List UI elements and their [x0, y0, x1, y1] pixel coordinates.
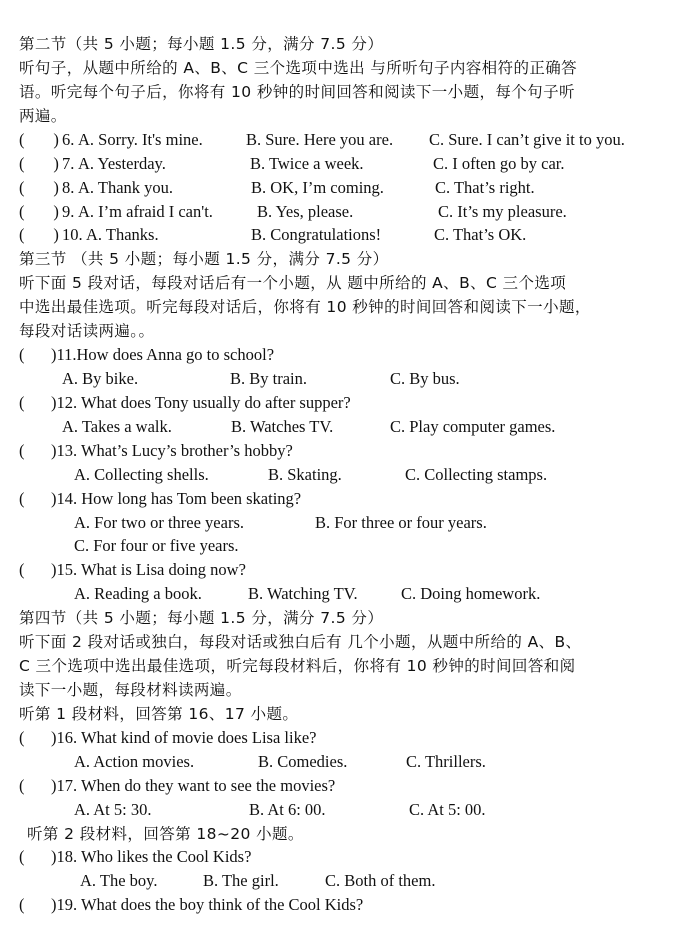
option-a: A. Thank you.	[78, 178, 174, 197]
option-b: B. Watching TV.	[248, 584, 358, 603]
answer-blank[interactable]: (	[19, 895, 25, 914]
option-a: A. Collecting shells.	[74, 465, 209, 484]
section-3-instruction-line-3: 每段对话读两遍。。	[19, 322, 155, 340]
section-4-instruction-line-2: C 三个选项中选出最佳选项，听完每段材料后，你将有 10 秒钟的时间回答和阅	[19, 657, 576, 675]
question-text: )15. What is Lisa doing now?	[51, 560, 246, 579]
section-4-header: 第四节（共 5 小题；每小题 1.5 分，满分 7.5 分）	[19, 609, 384, 627]
section-4-instruction-line-1: 听下面 2 段对话或独白，每段对话或独白后有 几个小题，从题中所给的 A、B、	[19, 633, 582, 651]
answer-blank[interactable]: (	[19, 847, 25, 866]
section-2-instruction-line-3: 两遍。	[19, 107, 67, 125]
question-text: )19. What does the boy think of the Cool Kids?	[51, 895, 364, 914]
option-a: A. I’m afraid I can't.	[78, 202, 213, 221]
question-text: )17. When do they want to see the movies?	[51, 776, 336, 795]
option-b: B. Twice a week.	[250, 154, 364, 173]
section-3-instruction-line-1: 听下面 5 段对话，每段对话后有一个小题，从 题中所给的 A、B、C 三个选项	[19, 274, 567, 292]
part-2-heading: 听第 2 段材料，回答第 18~20 小题。	[27, 825, 304, 843]
option-c: C. Both of them.	[325, 871, 436, 890]
answer-blank[interactable]: (	[19, 560, 25, 579]
answer-blank[interactable]: ( )	[19, 130, 59, 149]
option-c: C. I often go by car.	[433, 154, 565, 173]
question-text: )16. What kind of movie does Lisa like?	[51, 728, 317, 747]
option-b: B. Congratulations!	[251, 225, 382, 244]
answer-blank[interactable]: ( )	[19, 225, 59, 244]
answer-blank[interactable]: ( )	[19, 202, 59, 221]
section-2-header: 第二节（共 5 小题；每小题 1.5 分，满分 7.5 分）	[19, 35, 384, 53]
answer-blank[interactable]: (	[19, 489, 25, 508]
option-c: C. At 5: 00.	[409, 800, 486, 819]
option-c: C. Play computer games.	[390, 417, 556, 436]
option-a: A. At 5: 30.	[74, 800, 152, 819]
option-c: C. That’s OK.	[434, 225, 527, 244]
option-c: C. Collecting stamps.	[405, 465, 548, 484]
question-number: 7.	[62, 154, 75, 173]
answer-blank[interactable]: (	[19, 393, 25, 412]
option-a: A. For two or three years.	[74, 513, 244, 532]
question-text: )14. How long has Tom been skating?	[51, 489, 302, 508]
option-a: A. The boy.	[80, 871, 158, 890]
option-a: A. Action movies.	[74, 752, 195, 771]
option-c: C. Thrillers.	[406, 752, 486, 771]
option-b: B. By train.	[230, 369, 307, 388]
option-b: B. The girl.	[203, 871, 279, 890]
option-b: B. Yes, please.	[257, 202, 354, 221]
question-text: )12. What does Tony usually do after supper?	[51, 393, 351, 412]
option-a: A. Thanks.	[86, 225, 159, 244]
question-text: )11.How does Anna go to school?	[51, 345, 275, 364]
question-number: 9.	[62, 202, 75, 221]
option-b: B. OK, I’m coming.	[251, 178, 384, 197]
option-c: C. Sure. I can’t give it to you.	[429, 130, 625, 149]
section-2-instruction-line-2: 语。听完每个句子后，你将有 10 秒钟的时间回答和阅读下一小题，每个句子听	[19, 83, 575, 101]
option-b: B. Sure. Here you are.	[246, 130, 394, 149]
option-b: B. For three or four years.	[315, 513, 487, 532]
option-b: B. At 6: 00.	[249, 800, 326, 819]
question-number: 8.	[62, 178, 75, 197]
question-text: )18. Who likes the Cool Kids?	[51, 847, 252, 866]
option-b: B. Comedies.	[258, 752, 348, 771]
answer-blank[interactable]: (	[19, 345, 25, 364]
option-c: C. By bus.	[390, 369, 460, 388]
option-a: A. Yesterday.	[78, 154, 166, 173]
section-2-instruction-line-1: 听句子，从题中所给的 A、B、C 三个选项中选出 与所听句子内容相符的正确答	[19, 59, 578, 77]
option-a: A. By bike.	[62, 369, 139, 388]
option-c: C. It’s my pleasure.	[438, 202, 567, 221]
option-a: A. Reading a book.	[74, 584, 202, 603]
section-3-header: 第三节 （共 5 小题；每小题 1.5 分，满分 7.5 分）	[19, 250, 389, 268]
question-text: )13. What’s Lucy’s brother’s hobby?	[51, 441, 293, 460]
answer-blank[interactable]: (	[19, 776, 25, 795]
question-number: 6.	[62, 130, 75, 149]
answer-blank[interactable]: (	[19, 728, 25, 747]
option-c: C. That’s right.	[435, 178, 535, 197]
option-b: B. Skating.	[268, 465, 342, 484]
option-a: A. Takes a walk.	[62, 417, 172, 436]
option-c: C. For four or five years.	[74, 536, 239, 555]
answer-blank[interactable]: ( )	[19, 178, 59, 197]
question-number: 10.	[62, 225, 83, 244]
answer-blank[interactable]: (	[19, 441, 25, 460]
option-a: A. Sorry. It's mine.	[78, 130, 203, 149]
part-1-heading: 听第 1 段材料，回答第 16、17 小题。	[19, 705, 299, 723]
section-4-instruction-line-3: 读下一小题，每段材料读两遍。	[19, 681, 242, 699]
answer-blank[interactable]: ( )	[19, 154, 59, 173]
section-3-instruction-line-2: 中选出最佳选项。听完每段对话后，你将有 10 秒钟的时间回答和阅读下一小题，	[19, 298, 591, 316]
option-b: B. Watches TV.	[231, 417, 334, 436]
option-c: C. Doing homework.	[401, 584, 541, 603]
